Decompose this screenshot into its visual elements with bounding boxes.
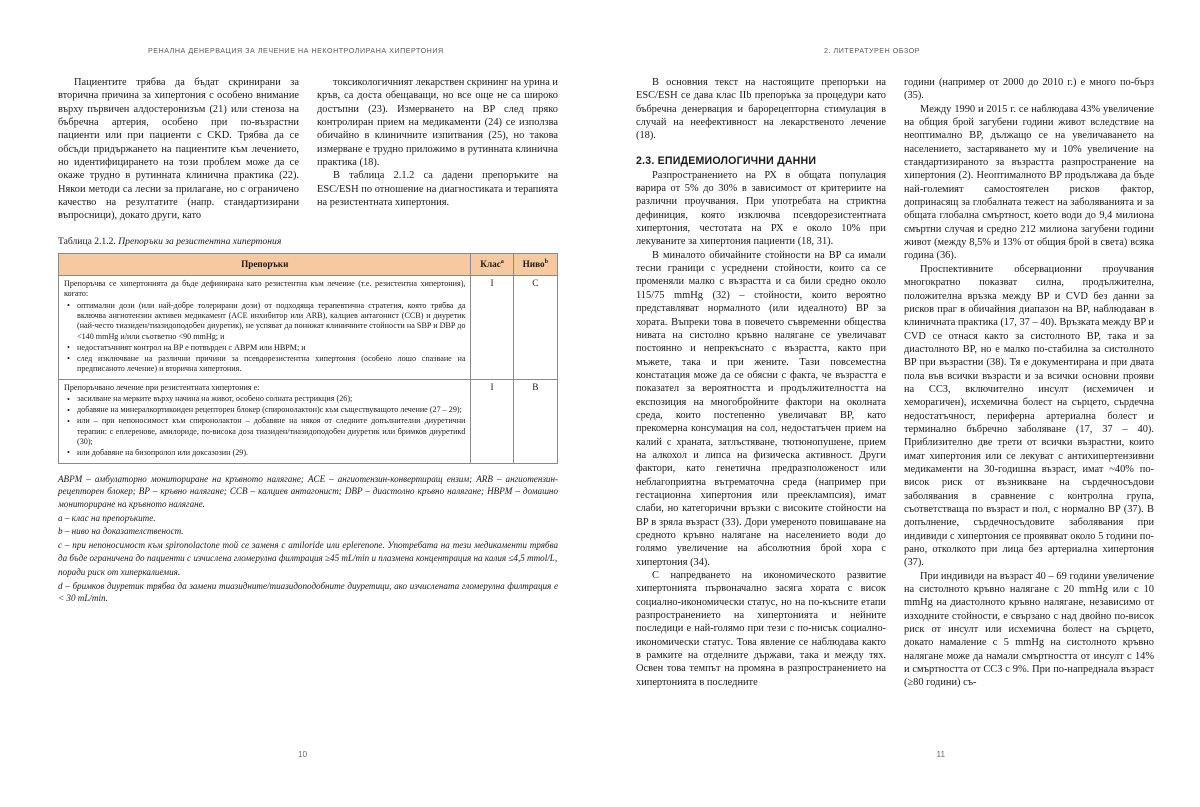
bullet-item: • добавяне на минералкортикоиден рецепторен блокер (спиронолактон)c към съществуващото лечение (27 – 29); bbox=[77, 405, 465, 415]
th-class-footnote-marker: a bbox=[500, 257, 504, 265]
th-class bbox=[471, 253, 513, 275]
footnote: b – ниво на доказателственост. bbox=[58, 526, 184, 537]
table-header-row bbox=[59, 253, 558, 275]
level-cell: B bbox=[513, 379, 557, 463]
running-head-left: РЕНАЛНА ДЕНЕРВАЦИЯ ЗА ЛЕЧЕНИЕ НА НЕКОНТРОЛИРАНА ХИПЕРТОНИЯ bbox=[148, 47, 444, 55]
recommendation-bullets bbox=[64, 394, 465, 458]
table-caption-title: Препоръки за резистентна хипертония bbox=[118, 235, 282, 247]
bullet-item: • недостатъчният контрол на BP е потвърден с ABPM или HBPM; и bbox=[77, 343, 465, 353]
paragraph: С напредването на икономическото развитие хипертонията първоначално засяга хората с висок социално-икономически статус, но на по-късните етапи разпространението на хипертонията и нейните последици е най-голямо при тези с по-нисък социално-икономически статус. Това явление се наблюдава както в рамките на отделните държави, така и между тях. Освен това темпът на промяна в разпространението на хипертонията в последните bbox=[636, 570, 886, 688]
bullet-item: • засилване на мерките върху начина на живот, особено солната рестрикция (26); bbox=[77, 394, 465, 404]
paragraph: В миналото обичайните стойности на BP са имали тесни граници с усреднени стойности, които са се променяли малко с възрастта и са били средно около 115/75 mmHg (32) – стойности, които вероятно представляват нормалното (или идеалното) BP за хората. Въпреки това в повечето съвременни общества нивата на систолно кръвно налягане се увеличават постоянно и непрекъснато с възрастта, както при мъжете, така и при жените. Тази повсеместна констатация може да се обясни с факта, че възрастта е показател за вероятността и продължителността на експозиция на многобройните фактори на околната среда, които постепенно увеличават BP, като прекомерна консумация на сол, недостатъчен прием на калий с храната, затлъстяване, тютюнопушене, прием на алкохол и липса на физическа активност. Други фактори, като генетична предразположеност или неблагоприятна вътрематочна среда (например при гестационна хипертония или прееклампсия), имат слаби, но категорични връзки с високите стойности на BP в зряла възраст (33). Дори умереното повишаване на средното кръвно налягане на населението води до голямо увеличение на абсолютния брой хора с хипертония (34). bbox=[636, 249, 886, 568]
section-heading: 2.3. ЕПИДЕМИОЛОГИЧНИ ДАННИ bbox=[636, 154, 817, 167]
footnote: a – клас на препоръките. bbox=[58, 512, 156, 523]
table-row bbox=[59, 379, 558, 463]
paragraph: При индивиди на възраст 40 – 69 години увеличение на систолното кръвно налягане с 20 mmHg или с 10 mmHg на диастолното кръвно налягане, независимо от изходните стойности, е свързано с над двойно по-висок риск от инсулт или исхемична болест на сърцето, докато намаление с 5 mmHg на систолното кръвно налягане може да намали смъртността от инсулт с 14% и смъртността от ССЗ с 9%. При по-напреднала възраст (≥80 години) съ- bbox=[904, 570, 1154, 689]
paragraph: Пациентите трябва да бъдат скринирани за вторична причина за хипертония с особено внимание върху първичен алдостеронизъм (21) или стеноза на бъбречна артерия, особено при по-възрастни пациенти или при пациенти с CKD. Трябва да се обсъди придържането на пациентите към лечението, но идентифицирането на този проблем може да се окаже трудно в рутинната клинична практика (22). Някои методи са лесни за прилагане, но с ограничено качество на резултатите (напр. стандартизирани въпросници), докато други, като bbox=[58, 77, 299, 222]
bullet-item: • или – при непоносимост към спиронолактон – добавяне на някоя от следните допълнителни диуретични терапии: с еплеренове, амилориде, по-висока доза тиазиден/тиазидоподобен диуретик или бримков диуретикd (30); bbox=[77, 416, 465, 447]
footnote: ABPM – амбулаторно мониториране на кръвното налягане; ACE – ангиотензин-конвертиращ ензим; ARB – ангиотензин-рецепторен блокер; BP – кръвно налягане; CCB – калциев антагонист; DBP – диастолно кръвно налягане; HBPM – домашно мониториране на кръвното налягане. bbox=[58, 473, 558, 509]
running-head-right: 2. ЛИТЕРАТУРЕН ОБЗОР bbox=[824, 47, 921, 55]
paragraph: В основния текст на настоящите препоръки на ESC/ESH се дава клас IIb препоръка за процедури като бъбречна денервация и барорецепторна стимулация в случай на неефективност на лекарственото лечение (18). bbox=[636, 77, 886, 142]
recommendation-cell bbox=[59, 379, 471, 463]
th-recommendations: Препоръки bbox=[59, 253, 471, 275]
table-caption bbox=[58, 236, 558, 248]
left-page-body bbox=[58, 76, 558, 604]
table-footnotes bbox=[58, 473, 558, 605]
recommendation-cell bbox=[59, 275, 471, 379]
th-level-footnote-marker: b bbox=[544, 257, 549, 265]
page-number-right: 11 bbox=[936, 750, 945, 759]
level-cell: C bbox=[513, 275, 557, 379]
right-column-1 bbox=[636, 76, 886, 690]
recommendation-bullets bbox=[64, 301, 465, 375]
class-cell: I bbox=[471, 379, 513, 463]
paragraph: В таблица 2.1.2 са дадени препоръките на ESC/ESH по отношение на диагностиката и терапията на резистентната хипертония. bbox=[317, 170, 558, 209]
class-cell: I bbox=[471, 275, 513, 379]
left-column-1 bbox=[58, 76, 299, 223]
recommendations-table bbox=[58, 253, 558, 464]
right-column-2 bbox=[904, 76, 1154, 690]
bullet-item: • оптимални дози (или най-добре толерирани дози) от подходяща терапевтична стратегия, която трябва да включва ангиотензин активен медикамент (ACE инхибитор или ARB), калциев антагонист (CCB) и диуретик (най-често тиазиден/тиазидоподобен диуретик), не успяват да понижат клиничните стойности на SBP и DBP до <140 mmHg и/или съответно <90 mmHg; и bbox=[77, 301, 465, 343]
table-row bbox=[59, 275, 558, 379]
table-caption-label: Таблица 2.1.2. bbox=[58, 235, 116, 247]
th-level-label: Ниво bbox=[522, 258, 545, 269]
right-page-body bbox=[636, 76, 1154, 690]
right-page bbox=[600, 0, 1200, 807]
paragraph: Разпространението на РХ в общата популация варира от 5% до 30% в зависимост от критериите на различни проучвания. При употребата на стриктна дефиниция, която изключва псевдорезистентната хипертония, честотата на РХ е около 10% при лекуваните за хипертония пациенти (18, 31). bbox=[636, 169, 886, 248]
recommendation-lead: Препоръчва се хипертонията да бъде дефинирана като резистентна към лечение (т.е. резистентна хипертония), когато: bbox=[64, 278, 466, 299]
page-number-left: 10 bbox=[298, 750, 308, 759]
left-page-columns bbox=[58, 76, 558, 223]
paragraph: токсикологичният лекарствен скрининг на урина и кръв, са доста обещаващи, но все още не са широко достъпни (23). Измерването на BP след пряко контролиран прием на медикаменти (24) се използва обичайно в клиничните изпитвания (25), но такова измерване е трудно приложимо в рутинната клинична практика (18). bbox=[317, 77, 558, 169]
th-class-label: Клас bbox=[480, 258, 501, 269]
paragraph: Между 1990 и 2015 г. се наблюдава 43% увеличение на общия брой загубени години живот вследствие на неоптимално BP, дължащо се на увеличаването на населението, застаряването му и 10% увеличение на стандартизираното за възрастта разпространение на хипертония (2). Неоптималното BP продължава да бъде най-големият самостоятелен рисков фактор, допринасящ за глобалната тежест на заболяванията и за общата глобална смъртност, което води до 9,4 милиона смъртни случая и средно 212 милиона загубени години живот (между 8,5% и 13% от общия брой в света) всяка година (36). bbox=[904, 103, 1154, 262]
footnote: d – бримков диуретик трябва да замени тиазидните/тиазидоподобните диуретици, ако изчислената гломерулна филтрация е < 30 mL/min. bbox=[58, 580, 558, 603]
footnote: c – при непоносимост към spironolactone той се заменя с amiloride или eplerenone. Употребата на тези медикаменти трябва да бъде ограничена до пациенти с изчислена гломерулна филтрация ≥45 mL/min и плазмена концентрация на калия ≤4,5 mmol/L, bbox=[58, 540, 558, 563]
right-page-columns bbox=[636, 76, 1154, 690]
bullet-item: • или добавяне на бизопролол или доксазозин (29). bbox=[77, 448, 465, 458]
paragraph: години (например от 2000 до 2010 г.) е много по-бърз (35). bbox=[904, 77, 1154, 102]
paragraph: Проспективните обсервационни проучвания многократно показват силна, продължителна, положителна връзка между BP и CVD без данни за рисков праг в обичайния диапазон на BP, наблюдаван в клиничната практика (17, 37 – 40). Връзката между BP и CVD се отнася както за систолното BP, така и за диастолното BP, но е малко по-стабилна за систолното BP при възрастни (38). Тя е документирана и при двата пола във всички възрасти и за всички основни прояви на ССЗ, включително инсулт (исхемичен и хеморагичен), исхемична болест на сърцето, сърдечна недостатъчност, периферна артериална болест и терминално бъбречно заболяване (17, 37 – 40). Приблизително две трети от всички възрастни, които имат хипертония или се лекуват с антихипертензивни медикаменти на 30-годишна възраст, имат ~40% по-висок риск от възникване на сърдечносъдови заболявания в сравнение с контролна група, съответстваща по възраст и пол, с нормално BP (37). В допълнение, сърдечносъдовите заболявания при индивиди с хипертония се проявяват около 5 години по-рано, отколкото при лица без артериална хипертония (37). bbox=[904, 263, 1154, 569]
footnote: поради риск от хиперкалиемия. bbox=[58, 566, 181, 577]
th-level bbox=[513, 253, 557, 275]
recommendation-lead: Препоръчвано лечение при резистентната хипертония е: bbox=[64, 382, 260, 392]
bullet-item: • след изключване на различни причини за псевдорезистентна хипертония (особено лошо спазване на предписаното лечение) и вторична хипертония. bbox=[77, 354, 465, 375]
left-column-2 bbox=[317, 76, 558, 223]
